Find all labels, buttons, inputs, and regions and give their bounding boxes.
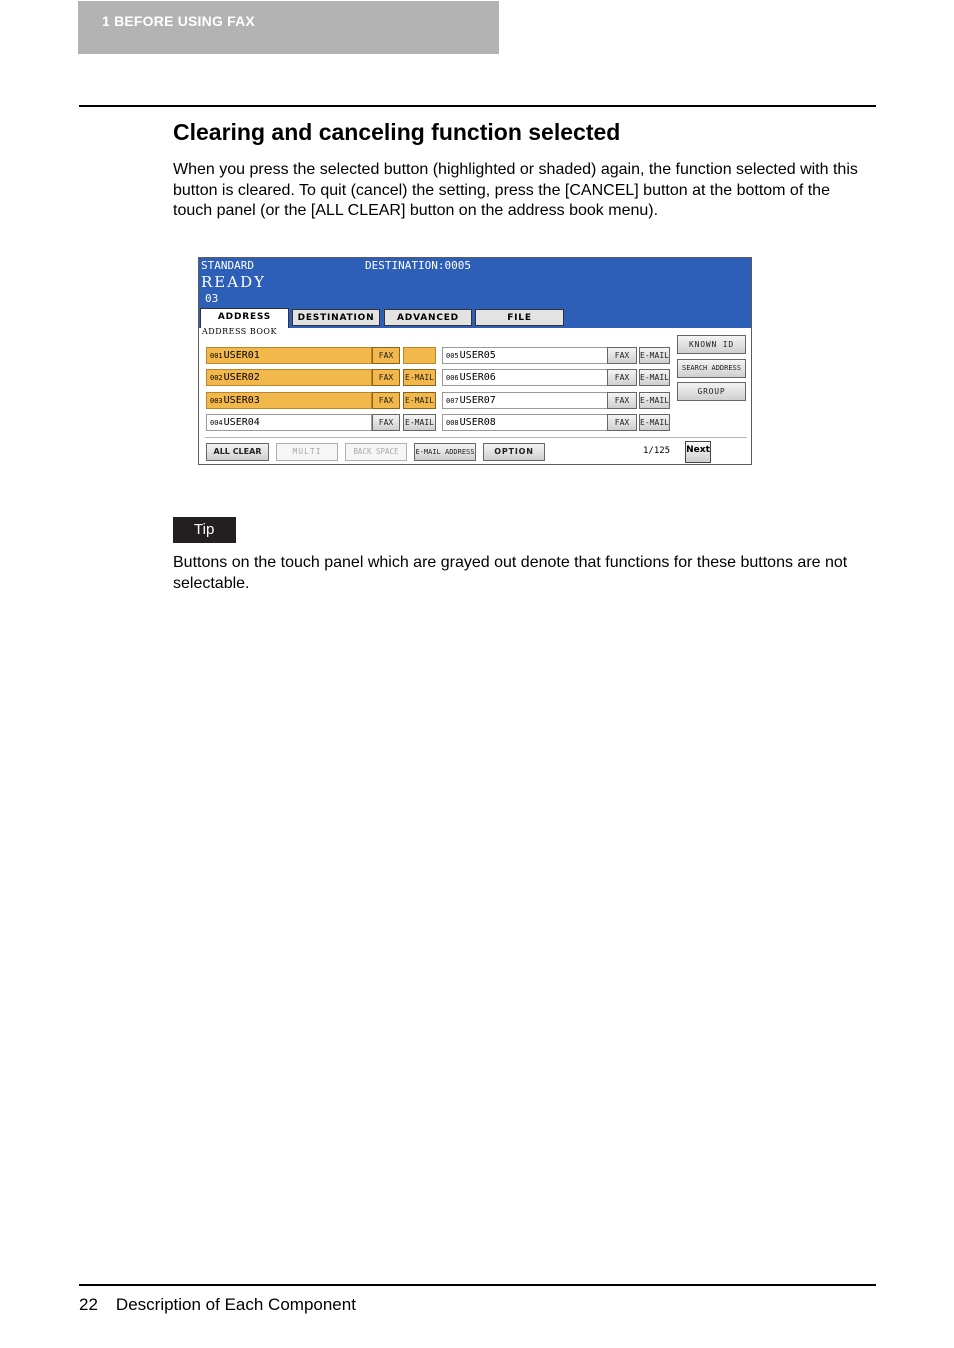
- entry-number: 001: [210, 352, 223, 360]
- entry-number: 007: [446, 397, 459, 405]
- address-entry[interactable]: [442, 369, 608, 386]
- page-footer: [79, 1295, 356, 1315]
- tip-label: Tip: [173, 517, 236, 543]
- entry-number: 003: [210, 397, 223, 405]
- footer-rule: [79, 1284, 876, 1286]
- entry-name: USER03: [223, 395, 260, 406]
- fax-button[interactable]: FAX: [607, 347, 637, 364]
- entry-name: USER06: [459, 372, 496, 383]
- chapter-label: 1 BEFORE USING FAX: [102, 13, 255, 29]
- section-title: Clearing and canceling function selected: [173, 119, 621, 145]
- entry-number: 008: [446, 419, 459, 427]
- email-button[interactable]: E-MAIL: [403, 369, 436, 386]
- page-number: 22: [79, 1295, 98, 1314]
- fax-button[interactable]: FAX: [607, 369, 637, 386]
- back-space-button: BACK SPACE: [345, 443, 407, 461]
- entry-number: 006: [446, 374, 459, 382]
- entry-number: 004: [210, 419, 223, 427]
- mode-label: STANDARD: [201, 259, 254, 272]
- fax-button[interactable]: FAX: [607, 392, 637, 409]
- page-indicator: 1/125: [643, 446, 671, 456]
- address-entry[interactable]: [206, 392, 372, 409]
- address-entry[interactable]: [442, 414, 608, 431]
- multi-button: MULTI: [276, 443, 338, 461]
- address-entry[interactable]: [442, 392, 608, 409]
- address-book-label: ADDRESS BOOK: [202, 327, 277, 336]
- email-button[interactable]: E-MAIL: [403, 414, 436, 431]
- top-rule: [79, 105, 876, 107]
- intro-paragraph: When you press the selected button (highlighted or shaded) again, the function selected with this button is cleared. To quit (cancel) the setting, press the [CANCEL] button at the bottom of the touch panel (or the [ALL CLEAR] button on the address book menu).: [173, 161, 858, 219]
- email-button[interactable]: E-MAIL: [639, 369, 670, 386]
- tab-file[interactable]: FILE: [475, 309, 564, 326]
- email-button[interactable]: E-MAIL: [403, 392, 436, 409]
- group-button[interactable]: GROUP: [677, 382, 746, 401]
- address-entry[interactable]: [206, 369, 372, 386]
- fax-button[interactable]: FAX: [372, 347, 400, 364]
- entry-name: USER01: [223, 350, 260, 361]
- touch-panel: [198, 257, 752, 465]
- fax-button[interactable]: FAX: [372, 369, 400, 386]
- entry-name: USER05: [459, 350, 496, 361]
- copy-count: 03: [205, 292, 219, 305]
- tab-address[interactable]: ADDRESS: [200, 308, 289, 328]
- destination-count: DESTINATION:0005: [365, 259, 471, 272]
- address-entry[interactable]: [206, 414, 372, 431]
- fax-button[interactable]: FAX: [607, 414, 637, 431]
- all-clear-button[interactable]: ALL CLEAR: [206, 443, 269, 461]
- footer-title: Description of Each Component: [115, 1295, 356, 1314]
- email-button[interactable]: E-MAIL: [639, 347, 670, 364]
- email-address-button[interactable]: E-MAIL ADDRESS: [414, 443, 476, 461]
- address-entry[interactable]: [206, 347, 372, 364]
- entry-name: USER08: [459, 417, 496, 428]
- known-id-button[interactable]: KNOWN ID: [677, 335, 746, 354]
- status-message: READY: [201, 273, 267, 291]
- option-button[interactable]: OPTION: [483, 443, 545, 461]
- search-address-button[interactable]: SEARCH ADDRESS: [677, 359, 746, 378]
- entry-name: USER02: [223, 372, 260, 383]
- entry-name: USER04: [223, 417, 260, 428]
- tab-destination[interactable]: DESTINATION: [292, 309, 380, 326]
- next-page-button[interactable]: Next: [685, 441, 711, 463]
- email-button-empty[interactable]: [403, 347, 436, 364]
- address-entry[interactable]: [442, 347, 608, 364]
- email-button[interactable]: E-MAIL: [639, 392, 670, 409]
- entry-number: 002: [210, 374, 223, 382]
- email-button[interactable]: E-MAIL: [639, 414, 670, 431]
- entry-name: USER07: [459, 395, 496, 406]
- tab-advanced[interactable]: ADVANCED: [384, 309, 472, 326]
- chapter-header-tab: [78, 1, 499, 54]
- tip-text: Buttons on the touch panel which are grayed out denote that functions for these buttons are not selectable.: [173, 554, 848, 592]
- fax-button[interactable]: FAX: [372, 392, 400, 409]
- fax-button[interactable]: FAX: [372, 414, 400, 431]
- entry-number: 005: [446, 352, 459, 360]
- panel-divider: [205, 437, 747, 438]
